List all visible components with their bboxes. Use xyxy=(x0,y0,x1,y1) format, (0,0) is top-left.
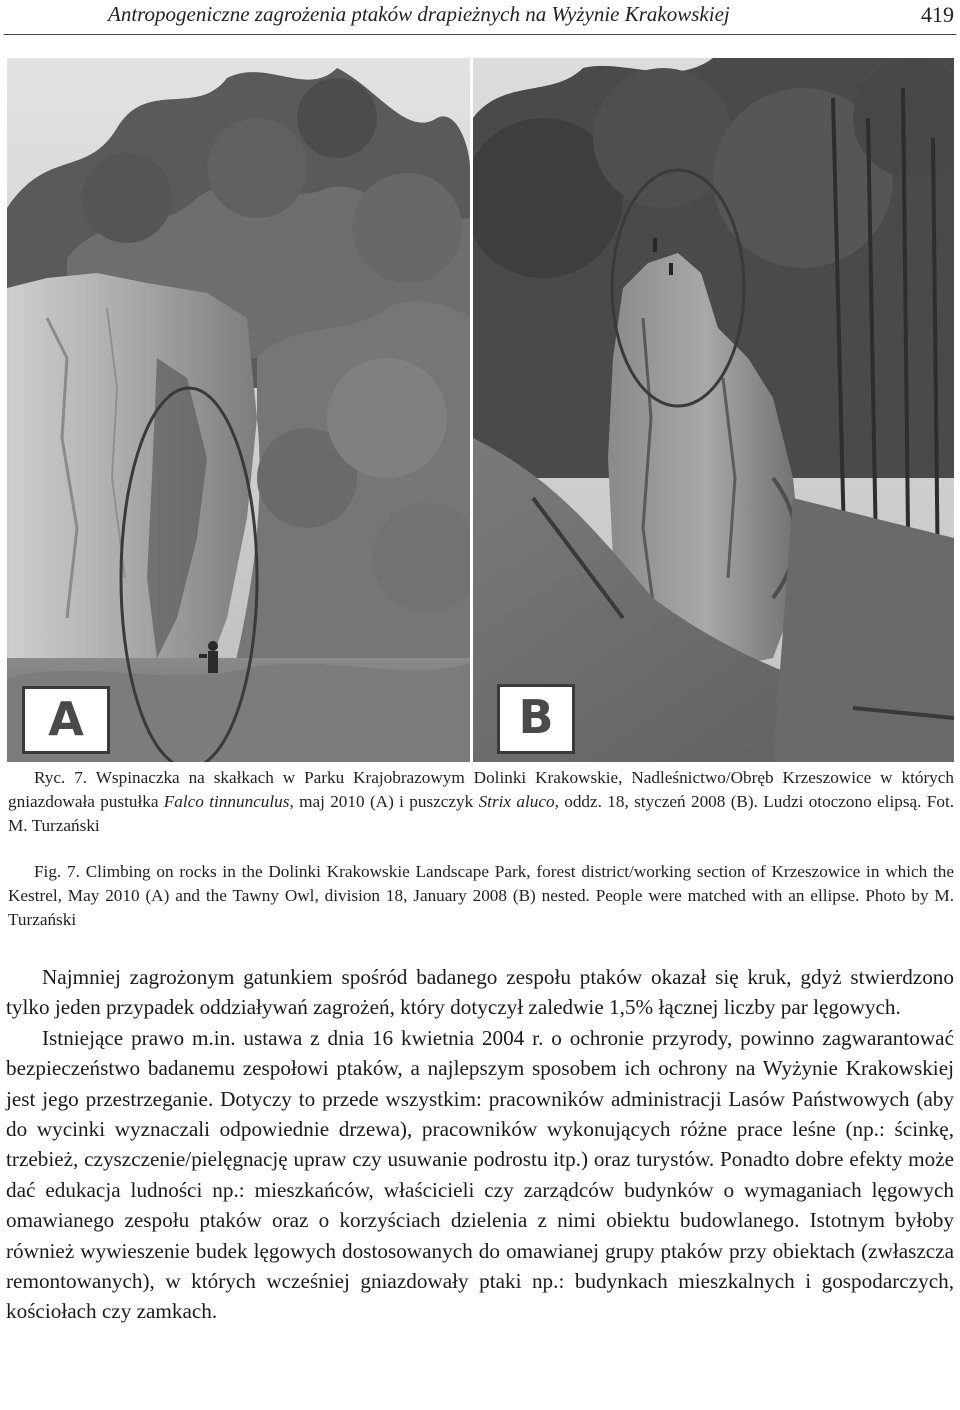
panel-label-a: A xyxy=(22,686,110,754)
caption-pl-tail: , oddz. 18, styczeń 2008 (B). Ludzi otoczono elipsą. Fot. M. Turzański xyxy=(8,792,955,835)
photo-panel-a xyxy=(7,58,470,762)
caption-pl-species-kestrel: Falco tinnunculus xyxy=(163,792,290,811)
running-title: Antropogeniczne zagrożenia ptaków drapieżnych na Wyżynie Krakowskiej xyxy=(108,2,730,26)
photo-panel-b xyxy=(473,58,954,762)
figure-caption-polish xyxy=(8,766,954,838)
caption-pl-lead: Ryc. 7. Wspinaczka na skałkach w Parku Krajobrazowym Dolinki Krakowskie, Nadleśnictwo/Obręb Krzeszowice w których gniazdowała pustułka xyxy=(8,768,954,811)
header-rule xyxy=(4,34,956,35)
figure-7 xyxy=(7,58,954,762)
photo-b-illustration xyxy=(473,58,954,762)
caption-pl-mid: , maj 2010 (A) i puszczyk xyxy=(289,792,479,811)
body-paragraph: Istniejące prawo m.in. ustawa z dnia 16 kwietnia 2004 r. o ochronie przyrody, powinno zagwarantować bezpieczeństwo badanemu zespołowi ptaków, a najlepszym sposobem ich ochrony na Wyżynie Krakowskiej jest jego przestrzeganie. Dotyczy to przede wszystkim: pracowników administracji Lasów Państwowych (aby do wycinki wyznaczali odpowiednie drzewa), pracowników wykonujących różne prace leśne (np.: ścinkę, trzebież, czyszczenie/pielęgnację upraw czy usuwanie podrostu itp.) oraz turystów. Ponadto dobre efekty może dać edukacja ludności np.: mieszkańców, właścicieli czy zarządców budynków o wymaganiach lęgowych omawianego zespołu ptaków oraz o korzyściach dzielenia z nimi obiektu budowlanego. Istotnym byłoby również wywieszenie budek lęgowych dostosowanych do omawianej grupy ptaków przy obiektach (zwłaszcza remontowanych), w których wcześniej gniazdowały ptaki np.: budynkach mieszkalnych i gospodarczych, kościołach czy zamkach. xyxy=(6,1025,954,1324)
body-paragraph: Najmniej zagrożonym gatunkiem spośród badanego zespołu ptaków okazał się kruk, gdyż stwierdzono tylko jeden przypadek oddziaływań zagrożeń, który dotyczył zaledwie 1,5% łącznej liczby par lęgowych. xyxy=(6,965,954,1020)
caption-pl-species-owl: Strix aluco xyxy=(478,792,555,811)
page-number: 419 xyxy=(921,2,954,27)
panel-label-b: B xyxy=(497,684,575,754)
caption-en-text: Fig. 7. Climbing on rocks in the Dolinki Krakowskie Landscape Park, forest district/working section of Krzeszowice in which the Kestrel, May 2010 (A) and the Tawny Owl, division 18, January 2008 (B) nested. People were matched with an ellipse. Photo by M. Turzański xyxy=(8,862,954,929)
figure-caption-english xyxy=(8,860,954,932)
photo-a-illustration xyxy=(7,58,470,762)
page-header xyxy=(0,0,960,40)
body-text xyxy=(6,962,954,1327)
